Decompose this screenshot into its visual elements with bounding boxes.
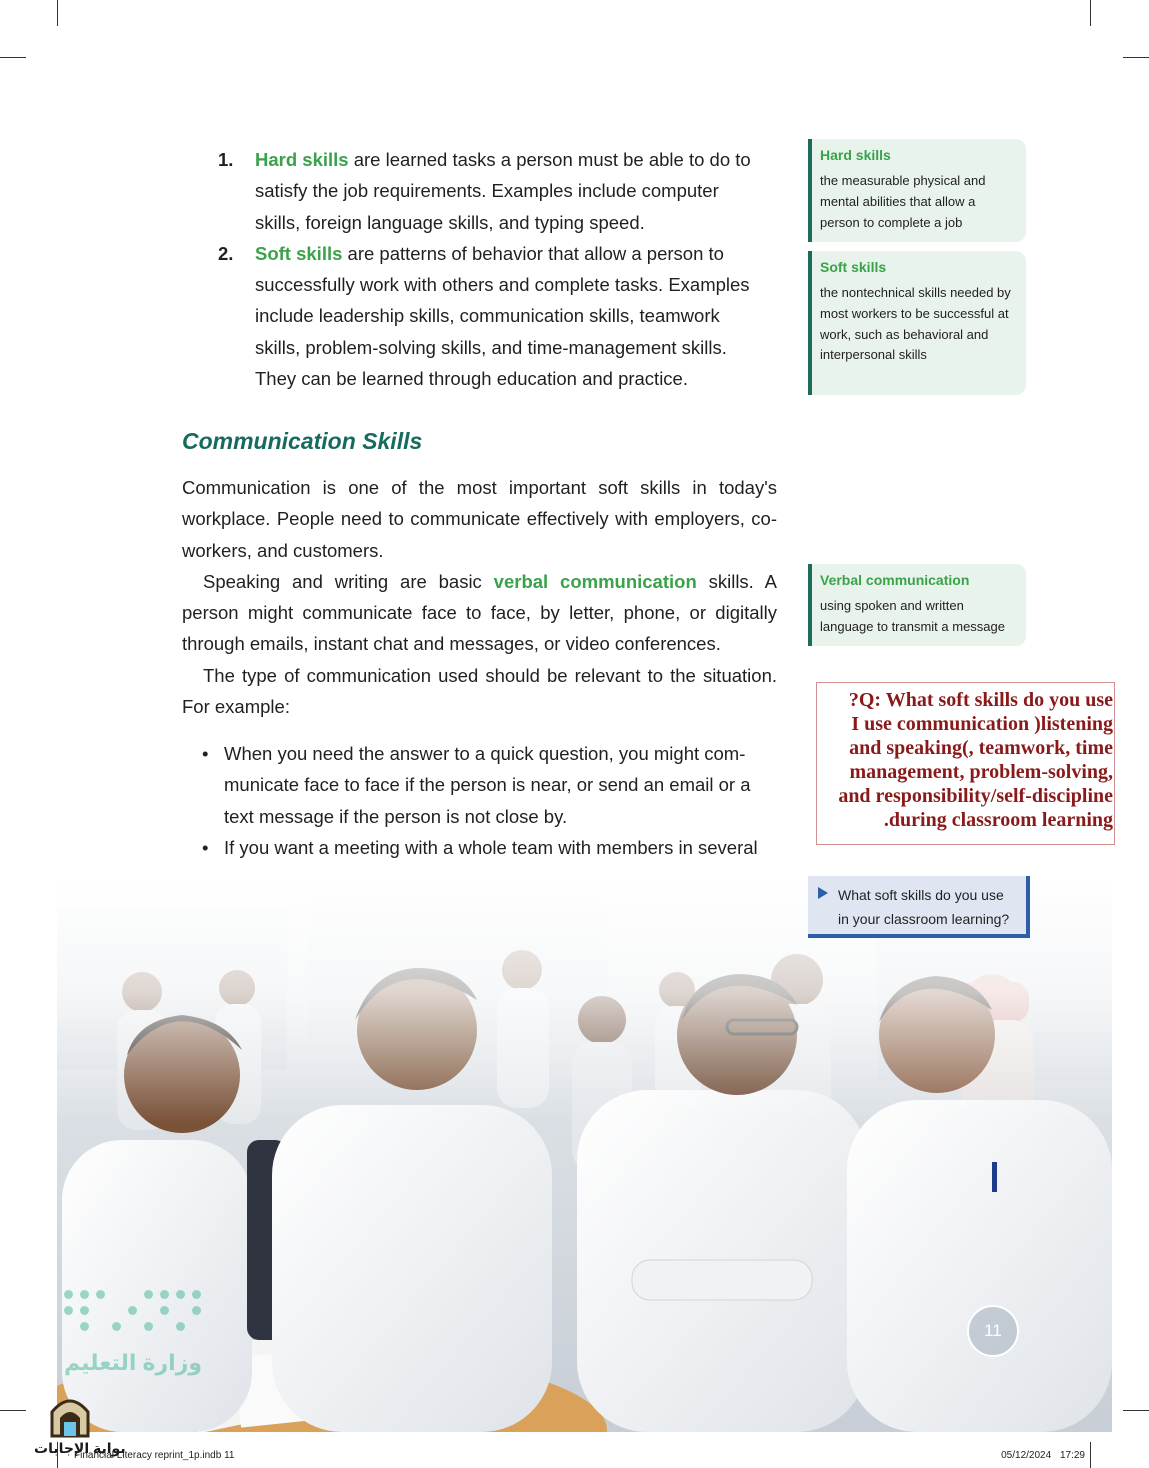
watermark-text: بوابة الإجابات [34,1440,126,1456]
print-timestamp [1001,1450,1085,1461]
key-term: Hard skills [255,149,349,170]
bullet-icon: • [202,743,209,764]
section-title: Communication Skills [182,428,423,454]
logo-text: وزارة التعليم [64,1350,203,1375]
paragraph: Communication is one of the most important soft skills in today's workplace. People need to communicate effectively with employers, co-workers, and customers. [182,477,777,561]
list-number: 2. [218,242,234,264]
answer-line: ?Q: What soft skills do you use [848,689,1113,711]
paragraph: The type of communication used should be relevant to the situation. For example: [182,664,777,718]
glossary-box-soft-skills [808,251,1026,395]
print-date: 05/12/2024 [1001,1450,1052,1461]
paragraph-text: skills. A person might communicate face to face, by letter, phone, or digitally through emails, instant chat and messages, or video conferences. [182,570,777,655]
answer-line: management, problem-solving, [849,761,1113,784]
paragraph [182,566,777,660]
triangle-bullet-icon [818,887,828,899]
paragraph-text: Speaking and writing are basic [203,570,494,592]
classroom-photo [57,870,1112,1432]
glossary-term: Hard skills [820,147,891,163]
crop-mark [1123,57,1149,58]
list-text: are learned tasks a person must be able to do to satisfy the job requirements. Examples include computer skills, foreign language skills, and typing speed. [255,149,751,233]
crop-mark [1090,1442,1091,1468]
answer-line: and speaking(, teamwork, time [849,737,1113,760]
answer-line: I use communication )listening [851,713,1113,736]
answer-box [816,682,1115,845]
crop-mark [0,1410,26,1411]
print-file-label: Financial Literacy reprint_1p.indb 11 [74,1450,235,1461]
key-term: verbal communication [493,570,697,592]
glossary-box-hard-skills [808,139,1026,242]
bullet-text: When you need the answer to a quick question, you might com-municate face to face if the person is near, or send an email or a text message if the person is not close by. [224,743,751,827]
print-time: 17:29 [1059,1450,1085,1461]
glossary-definition: the measurable physical and mental abilities that allow a person to complete a job [820,173,986,230]
list-item [218,238,763,394]
crop-mark [0,57,26,58]
bullet-icon: • [202,836,209,858]
list-item [218,144,763,238]
key-term: Soft skills [255,242,343,264]
glossary-box-verbal-communication [808,564,1026,646]
bullet-text: If you want a meeting with a whole team with members in several [224,836,758,858]
glossary-term: Verbal communication [820,572,970,588]
body-text [182,472,777,722]
question-text: What soft skills do you use in your classroom learning? [838,887,1010,927]
glossary-term: Soft skills [820,259,887,275]
ministry-logo-icon [64,1290,204,1400]
answer-line: and responsibility/self-discipline [838,785,1113,808]
answer-line: .during classroom learning [883,809,1113,832]
crop-mark [57,0,58,26]
glossary-definition: using spoken and written language to transmit a message [820,598,1005,634]
logo-dots [64,1290,200,1330]
crop-mark [1090,0,1091,26]
question-prompt-box [808,876,1030,938]
list-number: 1. [218,149,234,170]
list-item [200,738,780,832]
page-number: 11 [967,1305,1019,1357]
crop-mark [1123,1410,1149,1411]
skills-numbered-list [218,144,763,394]
glossary-definition: the nontechnical skills needed by most workers to be successful at work, such as behavioral and interpersonal skills [820,285,1011,363]
list-text: are patterns of behavior that allow a person to successfully work with others and complete tasks. Examples include leadership skills, communication skills, teamwork skills, problem-solving skills, and time-management skills. They can be learned through education and practice. [255,242,750,390]
